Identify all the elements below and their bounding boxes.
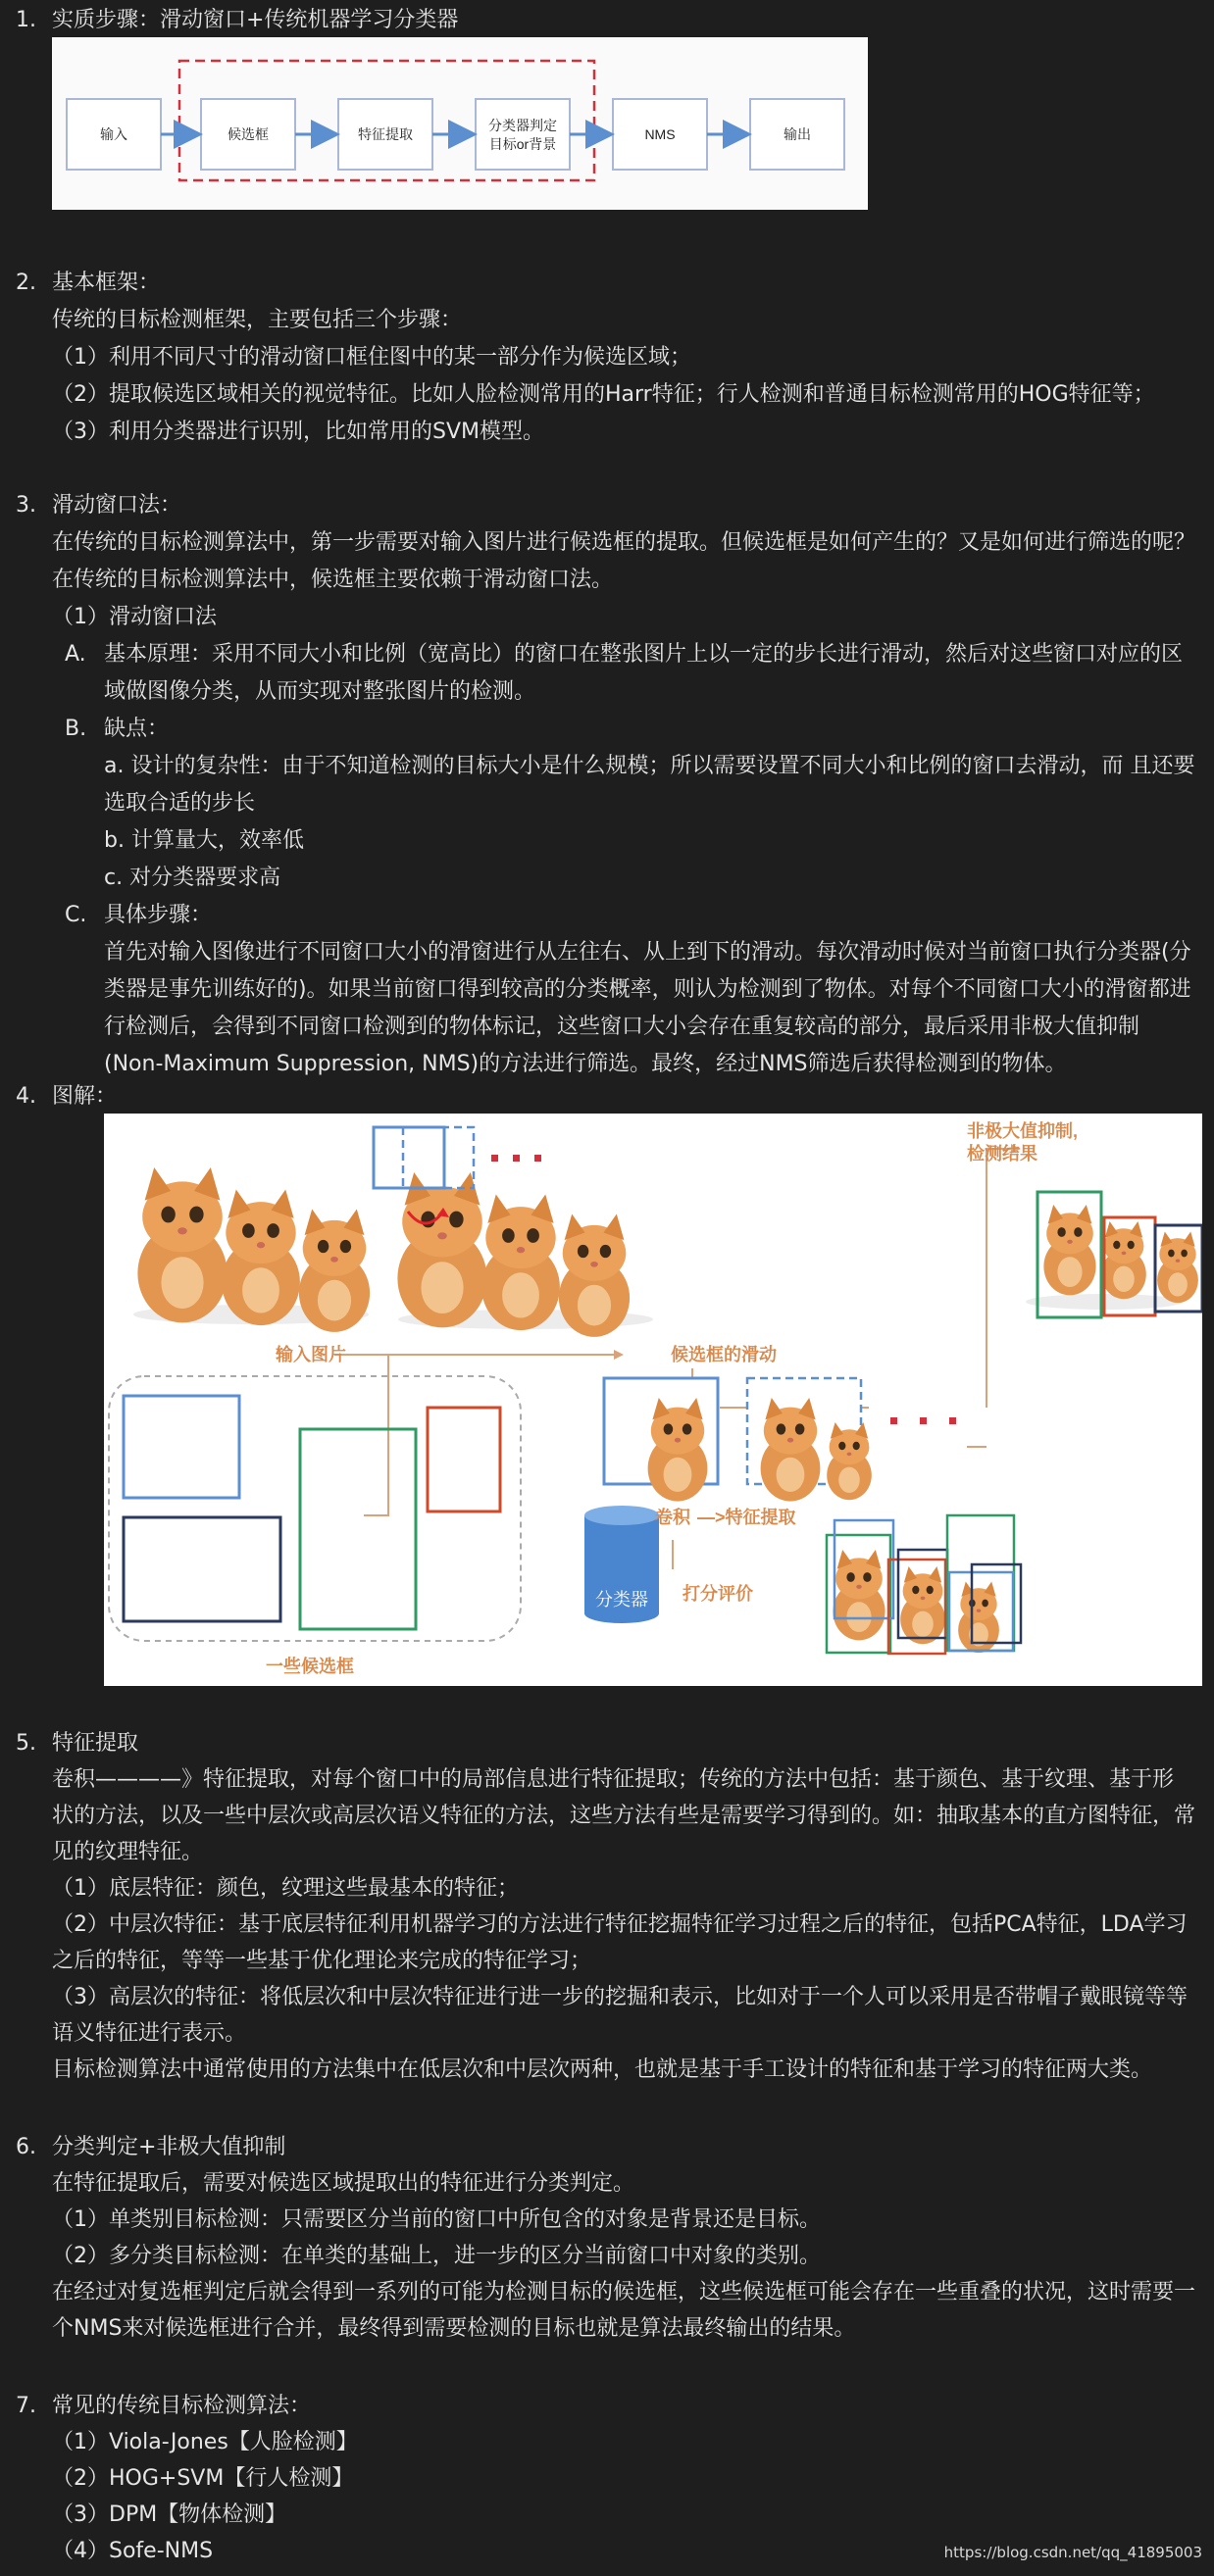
section-6-line: 个NMS来对候选框进行合并，最终得到需要检测的目标也就是算法最终输出的结果。 bbox=[52, 2316, 856, 2341]
algorithm-item: （1）Viola-Jones【人脸检测】 bbox=[52, 2430, 358, 2454]
section-3-a-line: 基本原理：采用不同大小和比例（宽高比）的窗口在整张图片上以一定的步长进行滑动，然后对这些窗口对应的区 bbox=[104, 642, 1184, 667]
section-5-item: （2）中层次特征：基于底层特征利用机器学习的方法进行特征挖掘特征学习过程之后的特征，包括PCA特征，LDA学习 bbox=[52, 1912, 1188, 1937]
section-6-item: （2）多分类目标检测：在单类的基础上，进一步的区分当前窗口中对象的类别。 bbox=[52, 2244, 821, 2268]
section-5-number: 5. bbox=[16, 1731, 36, 1756]
section-4-number: 4. bbox=[16, 1084, 36, 1109]
label-nms-1: 非极大值抑制, bbox=[967, 1121, 1079, 1141]
section-5-line: 卷积————》特征提取，对每个窗口中的局部信息进行特征提取；传统的方法中包括：基于颜色、基于纹理、基于形 bbox=[52, 1767, 1175, 1792]
flow-label-feature: 特征提取 bbox=[358, 126, 413, 142]
section-2-title: 基本框架： bbox=[52, 271, 161, 295]
section-5-item: （1）底层特征：颜色，纹理这些最基本的特征； bbox=[52, 1876, 519, 1901]
label-score: 打分评价 bbox=[683, 1584, 753, 1604]
section-3-b-item: c. 对分类器要求高 bbox=[104, 866, 281, 890]
section-5-summary: 目标检测算法中通常使用的方法集中在低层次和中层次两种，也就是基于手工设计的特征和基于学习的特征两大类。 bbox=[52, 2057, 1153, 2082]
section-2-item: （2）提取候选区域相关的视觉特征。比如人脸检测常用的Harr特征；行人检测和普通目标检测常用的HOG特征等； bbox=[52, 382, 1155, 407]
label-conv: 卷积 bbox=[655, 1508, 690, 1527]
section-2-number: 2. bbox=[16, 271, 36, 295]
section-6-item: （1）单类别目标检测：只需要区分当前的窗口中所包含的对象是背景还是目标。 bbox=[52, 2207, 821, 2232]
list-marker-c: C. bbox=[65, 903, 87, 927]
section-5-item: （3）高层次的特征：将低层次和中层次特征进行进一步的挖掘和表示，比如对于一个人可以采用是否带帽子戴眼镜等等 bbox=[52, 1985, 1189, 2009]
pipeline-flowchart bbox=[52, 37, 868, 210]
section-5-item: 之后的特征，等等一些基于优化理论来完成的特征学习； bbox=[52, 1949, 592, 1973]
algorithm-item: （4）Sofe-NMS bbox=[52, 2539, 214, 2563]
section-7-title: 常见的传统目标检测算法： bbox=[52, 2394, 312, 2418]
section-3-paragraph: 在传统的目标检测算法中，候选框主要依赖于滑动窗口法。 bbox=[52, 568, 614, 592]
section-3-b-item: a. 设计的复杂性：由于不知道检测的目标大小是什么规模；所以需要设置不同大小和比例的窗口去滑动，而 且还要 bbox=[104, 754, 1195, 778]
section-6-number: 6. bbox=[16, 2135, 36, 2159]
label-nms-2: 检测结果 bbox=[967, 1144, 1037, 1164]
section-5-line: 见的纹理特征。 bbox=[52, 1840, 204, 1864]
flow-label-output: 输出 bbox=[784, 126, 811, 142]
section-3-number: 3. bbox=[16, 493, 36, 518]
list-marker-b: B. bbox=[65, 717, 87, 741]
flow-label-nms: NMS bbox=[644, 126, 676, 142]
section-3-b-item: b. 计算量大，效率低 bbox=[104, 828, 304, 853]
label-sliding: 候选框的滑动 bbox=[671, 1345, 777, 1364]
section-2-item: （1）利用不同尺寸的滑动窗口框住图中的某一部分作为候选区域； bbox=[52, 345, 691, 370]
watermark-url: https://blog.csdn.net/qq_41895003 bbox=[943, 2544, 1202, 2561]
algorithm-item: （2）HOG+SVM【行人检测】 bbox=[52, 2466, 354, 2491]
section-6-line: 在经过对复选框判定后就会得到一系列的可能为检测目标的候选框，这些候选框可能会存在一些重叠的状况，这时需要一 bbox=[52, 2280, 1196, 2304]
section-2-item: （3）利用分类器进行识别，比如常用的SVM模型。 bbox=[52, 420, 544, 444]
section-3-a-line: 域做图像分类，从而实现对整张图片的检测。 bbox=[104, 679, 536, 704]
flow-label-candidate: 候选框 bbox=[228, 126, 269, 142]
input-kittens-image bbox=[133, 1167, 370, 1332]
list-marker-a: A. bbox=[65, 642, 86, 667]
section-3-c-line: 行检测后，会得到不同窗口检测到的物体标记，这些窗口大小会存在重复较高的部分，最后采用非极大值抑制 bbox=[104, 1015, 1140, 1039]
sliding-crops bbox=[604, 1378, 956, 1502]
label-input-image: 输入图片 bbox=[276, 1345, 346, 1364]
sliding-window-diagram bbox=[104, 1114, 1202, 1686]
flow-label-classifier-1: 分类器判定 bbox=[488, 118, 557, 133]
algorithm-item: （3）DPM【物体检测】 bbox=[52, 2502, 287, 2527]
section-3-c-line: 首先对输入图像进行不同窗口大小的滑窗进行从左往右、从上到下的滑动。每次滑动时候对当前窗口执行分类器(分 bbox=[104, 940, 1191, 965]
section-3-c-line: 类器是事先训练好的)。如果当前窗口得到较高的分类概率，则认为检测到了物体。对每个不同窗口大小的滑窗都进 bbox=[104, 977, 1191, 1002]
flow-label-classifier-2: 目标or背景 bbox=[488, 136, 557, 152]
section-3-b-title: 缺点： bbox=[104, 717, 170, 741]
section-3-title: 滑动窗口法： bbox=[52, 493, 182, 518]
section-6-title: 分类判定+非极大值抑制 bbox=[52, 2135, 286, 2159]
section-7-number: 7. bbox=[16, 2394, 36, 2418]
label-candidates: 一些候选框 bbox=[266, 1657, 354, 1676]
overlapping-detections bbox=[827, 1515, 1021, 1654]
section-5-item: 语义特征进行表示。 bbox=[52, 2021, 247, 2046]
flow-label-input: 输入 bbox=[100, 126, 127, 142]
sliding-window-image bbox=[374, 1127, 653, 1337]
label-feature: —>特征提取 bbox=[697, 1508, 796, 1527]
section-3-c-line: (Non-Maximum Suppression, NMS)的方法进行筛选。最终，经过NMS筛选后获得检测到的物体。 bbox=[104, 1052, 1067, 1076]
section-6-paragraph: 在特征提取后，需要对候选区域提取出的特征进行分类判定。 bbox=[52, 2171, 635, 2196]
section-1-title: 实质步骤：滑动窗口+传统机器学习分类器 bbox=[52, 8, 459, 32]
section-3-c-title: 具体步骤： bbox=[104, 903, 213, 927]
section-3-subheading: （1）滑动窗口法 bbox=[52, 605, 217, 629]
section-3-paragraph: 在传统的目标检测算法中，第一步需要对输入图片进行候选框的提取。但候选框是如何产生的？又是如何进行筛选的呢？ bbox=[52, 530, 1196, 555]
section-5-line: 状的方法，以及一些中层次或高层次语义特征的方法，这些方法有些是需要学习得到的。如：抽取基本的直方图特征，常 bbox=[52, 1804, 1196, 1828]
section-5-title: 特征提取 bbox=[52, 1731, 139, 1756]
section-2-intro: 传统的目标检测框架，主要包括三个步骤： bbox=[52, 308, 463, 332]
section-3-b-item: 选取合适的步长 bbox=[104, 791, 256, 816]
label-classifier: 分类器 bbox=[595, 1590, 648, 1610]
nms-result-image bbox=[1026, 1192, 1202, 1317]
section-4-title: 图解： bbox=[52, 1084, 118, 1109]
flow-box-classifier bbox=[476, 99, 570, 170]
section-1-number: 1. bbox=[16, 8, 36, 32]
candidate-boxes-group bbox=[109, 1376, 521, 1641]
